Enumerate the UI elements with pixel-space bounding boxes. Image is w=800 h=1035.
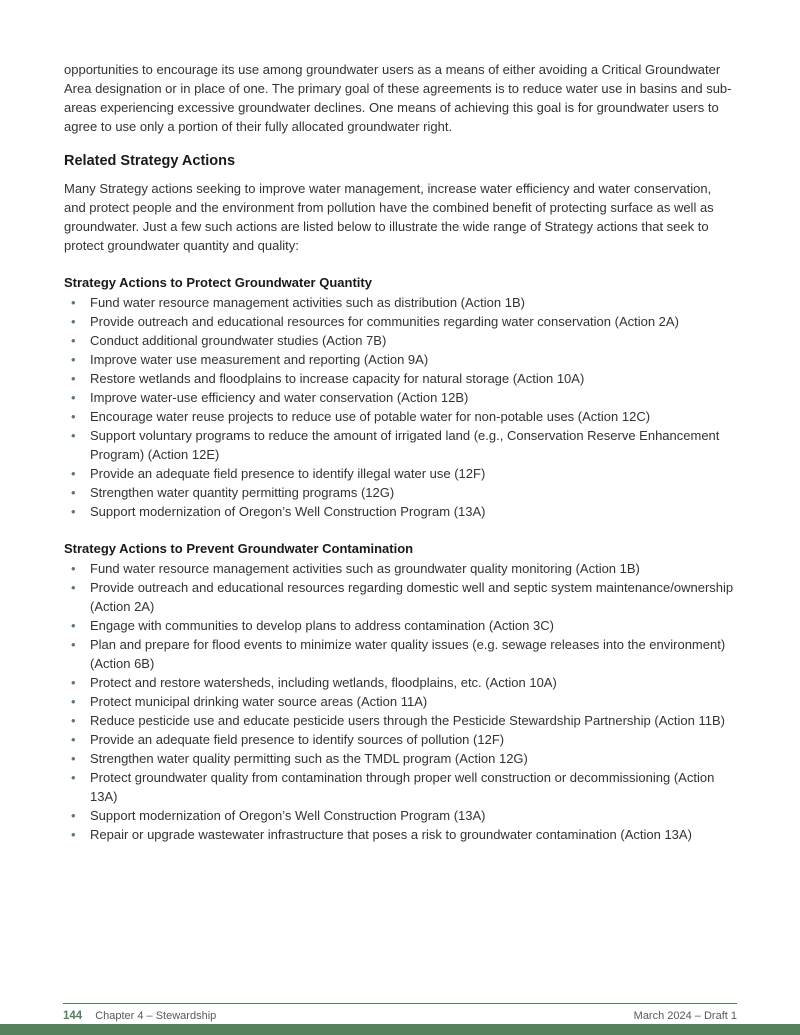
chapter-label: Chapter 4 – Stewardship — [95, 1010, 217, 1022]
bullet-item: • Repair or upgrade wastewater infrastructure that poses a risk to groundwater contamination (Action 13A) — [64, 825, 736, 844]
section-heading: Related Strategy Actions — [64, 153, 236, 169]
bullet-item: • Provide an adequate field presence to identify sources of pollution (12F) — [64, 730, 736, 749]
bullet-item: • Engage with communities to develop plans to address contamination (Action 3C) — [64, 616, 736, 635]
lead-paragraph: Many Strategy actions seeking to improve water management, increase water efficiency and water conservation, and protect people and the environment from pollution have the combined benefit of protecting surface as well as groundwater. Just a few such actions are listed below to illustrate the wide range of Strategy actions that seek to protect groundwater quantity and quality: — [64, 181, 714, 253]
bullet-item: • Conduct additional groundwater studies (Action 7B) — [64, 331, 736, 350]
bullet-item: • Support modernization of Oregon’s Well Construction Program (13A) — [64, 806, 736, 825]
footer-accent-bar — [0, 1024, 800, 1035]
bullet-item: • Fund water resource management activities such as groundwater quality monitoring (Action 1B) — [64, 559, 736, 578]
contamination-actions-section — [64, 539, 736, 844]
bullet-item: • Reduce pesticide use and educate pesticide users through the Pesticide Stewardship Partnership (Action 11B) — [64, 711, 736, 730]
bullet-item: • Protect municipal drinking water source areas (Action 11A) — [64, 692, 736, 711]
footer-row — [63, 1004, 737, 1022]
page-number: 144 — [63, 1010, 83, 1022]
quantity-actions-section — [64, 273, 736, 521]
bullet-item: • Support modernization of Oregon’s Well Construction Program (13A) — [64, 502, 736, 521]
bullet-item: • Fund water resource management activities such as distribution (Action 1B) — [64, 293, 736, 312]
bullet-item: • Provide outreach and educational resources regarding domestic well and septic system maintenance/ownership (Action 2A) — [64, 578, 736, 616]
bullet-item: • Provide outreach and educational resources for communities regarding water conservation (Action 2A) — [64, 312, 736, 331]
contamination-actions-list — [64, 559, 736, 844]
draft-label: March 2024 – Draft 1 — [633, 1010, 737, 1022]
bullet-item: • Improve water use measurement and reporting (Action 9A) — [64, 350, 736, 369]
contamination-list-heading: Strategy Actions to Prevent Groundwater Contamination — [64, 541, 414, 556]
page-footer — [0, 1003, 800, 1022]
bullet-item: • Protect and restore watersheds, including wetlands, floodplains, etc. (Action 10A) — [64, 673, 736, 692]
bullet-item: • Strengthen water quantity permitting programs (12G) — [64, 483, 736, 502]
quantity-list-heading: Strategy Actions to Protect Groundwater Quantity — [64, 275, 372, 290]
bullet-item: • Protect groundwater quality from contamination through proper well construction or decommissioning (Action 13A) — [64, 768, 736, 806]
bullet-item: • Support voluntary programs to reduce the amount of irrigated land (e.g., Conservation Reserve Enhancement Program) (Action 12E) — [64, 426, 736, 464]
intro-paragraph: opportunities to encourage its use among groundwater users as a means of either avoiding a Critical Groundwater Area designation or in place of one. The primary goal of these agreements is to reduce water use in basins and sub-areas experiencing excessive groundwater declines. One means of achieving this goal is for groundwater users to agree to use only a portion of their fully allocated groundwater right. — [64, 62, 732, 134]
footer-left — [63, 1010, 216, 1022]
bullet-item: • Plan and prepare for flood events to minimize water quality issues (e.g. sewage releases into the environment) (Action 6B) — [64, 635, 736, 673]
bullet-item: • Improve water-use efficiency and water conservation (Action 12B) — [64, 388, 736, 407]
bullet-item: • Encourage water reuse projects to reduce use of potable water for non-potable uses (Action 12C) — [64, 407, 736, 426]
bullet-item: • Provide an adequate field presence to identify illegal water use (12F) — [64, 464, 736, 483]
bullet-item: • Restore wetlands and floodplains to increase capacity for natural storage (Action 10A) — [64, 369, 736, 388]
quantity-actions-list — [64, 293, 736, 521]
bullet-item: • Strengthen water quality permitting such as the TMDL program (Action 12G) — [64, 749, 736, 768]
